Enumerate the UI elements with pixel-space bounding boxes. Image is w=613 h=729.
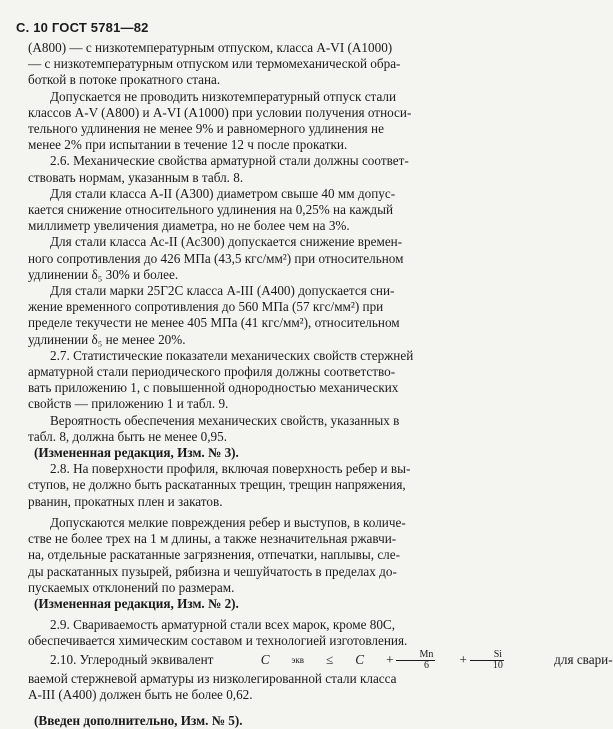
- formula-c-eq: C: [260, 651, 270, 667]
- fraction-numerator: Mn: [396, 650, 436, 661]
- text-line: рванин, прокатных плен и закатов.: [28, 493, 223, 509]
- amendment-note: (Измененная редакция, Изм. № 3).: [34, 445, 239, 461]
- text-line: менее 2% при испытании в течение 12 ч после прокатки.: [28, 137, 348, 153]
- text-line: Допускается не проводить низкотемпературный отпуск стали: [50, 88, 397, 104]
- formula-mn-fraction: [396, 650, 436, 671]
- document-body: [28, 40, 613, 729]
- text-line: ствовать нормам, указанным в табл. 8.: [28, 169, 244, 185]
- text-line: удлинении δ₅ 30% и более.: [28, 266, 179, 282]
- fraction-denominator: 10: [492, 659, 503, 671]
- text-line: стве не более трех на 1 м длины, а также незначительная ржавчи-: [28, 531, 397, 547]
- text-line: тельного удлинения не менее 9% и равномерного удлинения не: [28, 121, 384, 137]
- text-line: кается снижение относительного удлинения на 0,25% на каждый: [28, 202, 394, 218]
- text-line: удлинении δ₅ не менее 20%.: [28, 331, 186, 347]
- text-line: арматурной стали периодического профиля должны соответство-: [28, 364, 396, 380]
- text-line: боткой в потоке прокатного стана.: [28, 72, 221, 88]
- formula-c: C: [355, 651, 365, 667]
- text-line: ваемой стержневой арматуры из низколегированной стали класса: [28, 670, 397, 686]
- formula-tail: для свари-: [554, 651, 613, 667]
- text-line: ды раскатанных пузырей, рябизна и чешуйчатость в пределах до-: [28, 563, 397, 579]
- formula-plus: +: [459, 651, 467, 667]
- formula-le-sign: ≤: [326, 651, 334, 667]
- text-line: Для стали класса А-II (А300) диаметром свыше 40 мм допус-: [50, 185, 396, 201]
- text-line: Вероятность обеспечения механических свойств, указанных в: [50, 412, 400, 428]
- text-line: ступов, не должно быть раскатанных трещин, трещин напряжения,: [28, 477, 406, 493]
- amendment-note: (Введен дополнительно, Изм. № 5).: [34, 712, 243, 728]
- text-line: 2.9. Свариваемость арматурной стали всех марок, кроме 80С,: [50, 617, 396, 633]
- text-line: 2.7. Статистические показатели механических свойств стержней: [50, 347, 414, 363]
- text-line: обеспечивается химическим составом и технологией изготовления.: [28, 633, 408, 649]
- formula-intro: 2.10. Углеродный эквивалент: [50, 651, 214, 667]
- text-line: жение временного сопротивления до 560 МПа (57 кгс/мм²) при: [28, 299, 384, 315]
- fraction-denominator: 6: [423, 659, 429, 671]
- formula-plus: +: [386, 651, 394, 667]
- text-line: классов А-V (А800) и А-VI (А1000) при условии получения относи-: [28, 104, 412, 120]
- text-line: свойств — приложению 1 и табл. 9.: [28, 396, 229, 412]
- text-line: Для стали марки 25Г2С класса А-III (А400) допускается сни-: [50, 283, 395, 299]
- amendment-note: (Измененная редакция, Изм. № 2).: [34, 595, 239, 611]
- text-line: табл. 8, должна быть не менее 0,95.: [28, 428, 228, 444]
- text-line: Допускаются мелкие повреждения ребер и выступов, в количе-: [50, 514, 406, 530]
- text-line: миллиметр увеличения диаметра, но не более чем на 3%.: [28, 218, 350, 234]
- fraction-numerator: Si: [470, 650, 504, 661]
- text-line: вать приложению 1, с повышенной однородностью механических: [28, 380, 399, 396]
- text-line: — с низкотемпературным отпуском или термомеханической обра-: [28, 56, 401, 72]
- text-line: 2.6. Механические свойства арматурной стали должны соответ-: [50, 153, 409, 169]
- text-line: (А800) — с низкотемпературным отпуском, класса А-VI (А1000): [28, 40, 393, 55]
- carbon-equivalent-formula-line: [28, 648, 613, 671]
- page-header: С. 10 ГОСТ 5781—82: [16, 20, 149, 35]
- formula-subscript: экв: [291, 654, 305, 665]
- text-line: пускаемых отклонений по размерам.: [28, 579, 235, 595]
- formula-si-fraction: [469, 650, 505, 671]
- text-line: Для стали класса Ас-II (Ас300) допускается снижение времен-: [50, 234, 403, 250]
- text-line: на, отдельные раскатанные загрязнения, отпечатки, наплывы, сле-: [28, 547, 401, 563]
- text-line: 2.8. На поверхности профиля, включая поверхность ребер и вы-: [50, 461, 411, 477]
- text-line: А-III (А400) должен быть не более 0,62.: [28, 686, 253, 702]
- text-line: пределе текучести не менее 405 МПа (41 кгс/мм²), относительном: [28, 315, 400, 331]
- text-line: ного сопротивления до 426 МПа (43,5 кгс/мм²) при относительном: [28, 250, 404, 266]
